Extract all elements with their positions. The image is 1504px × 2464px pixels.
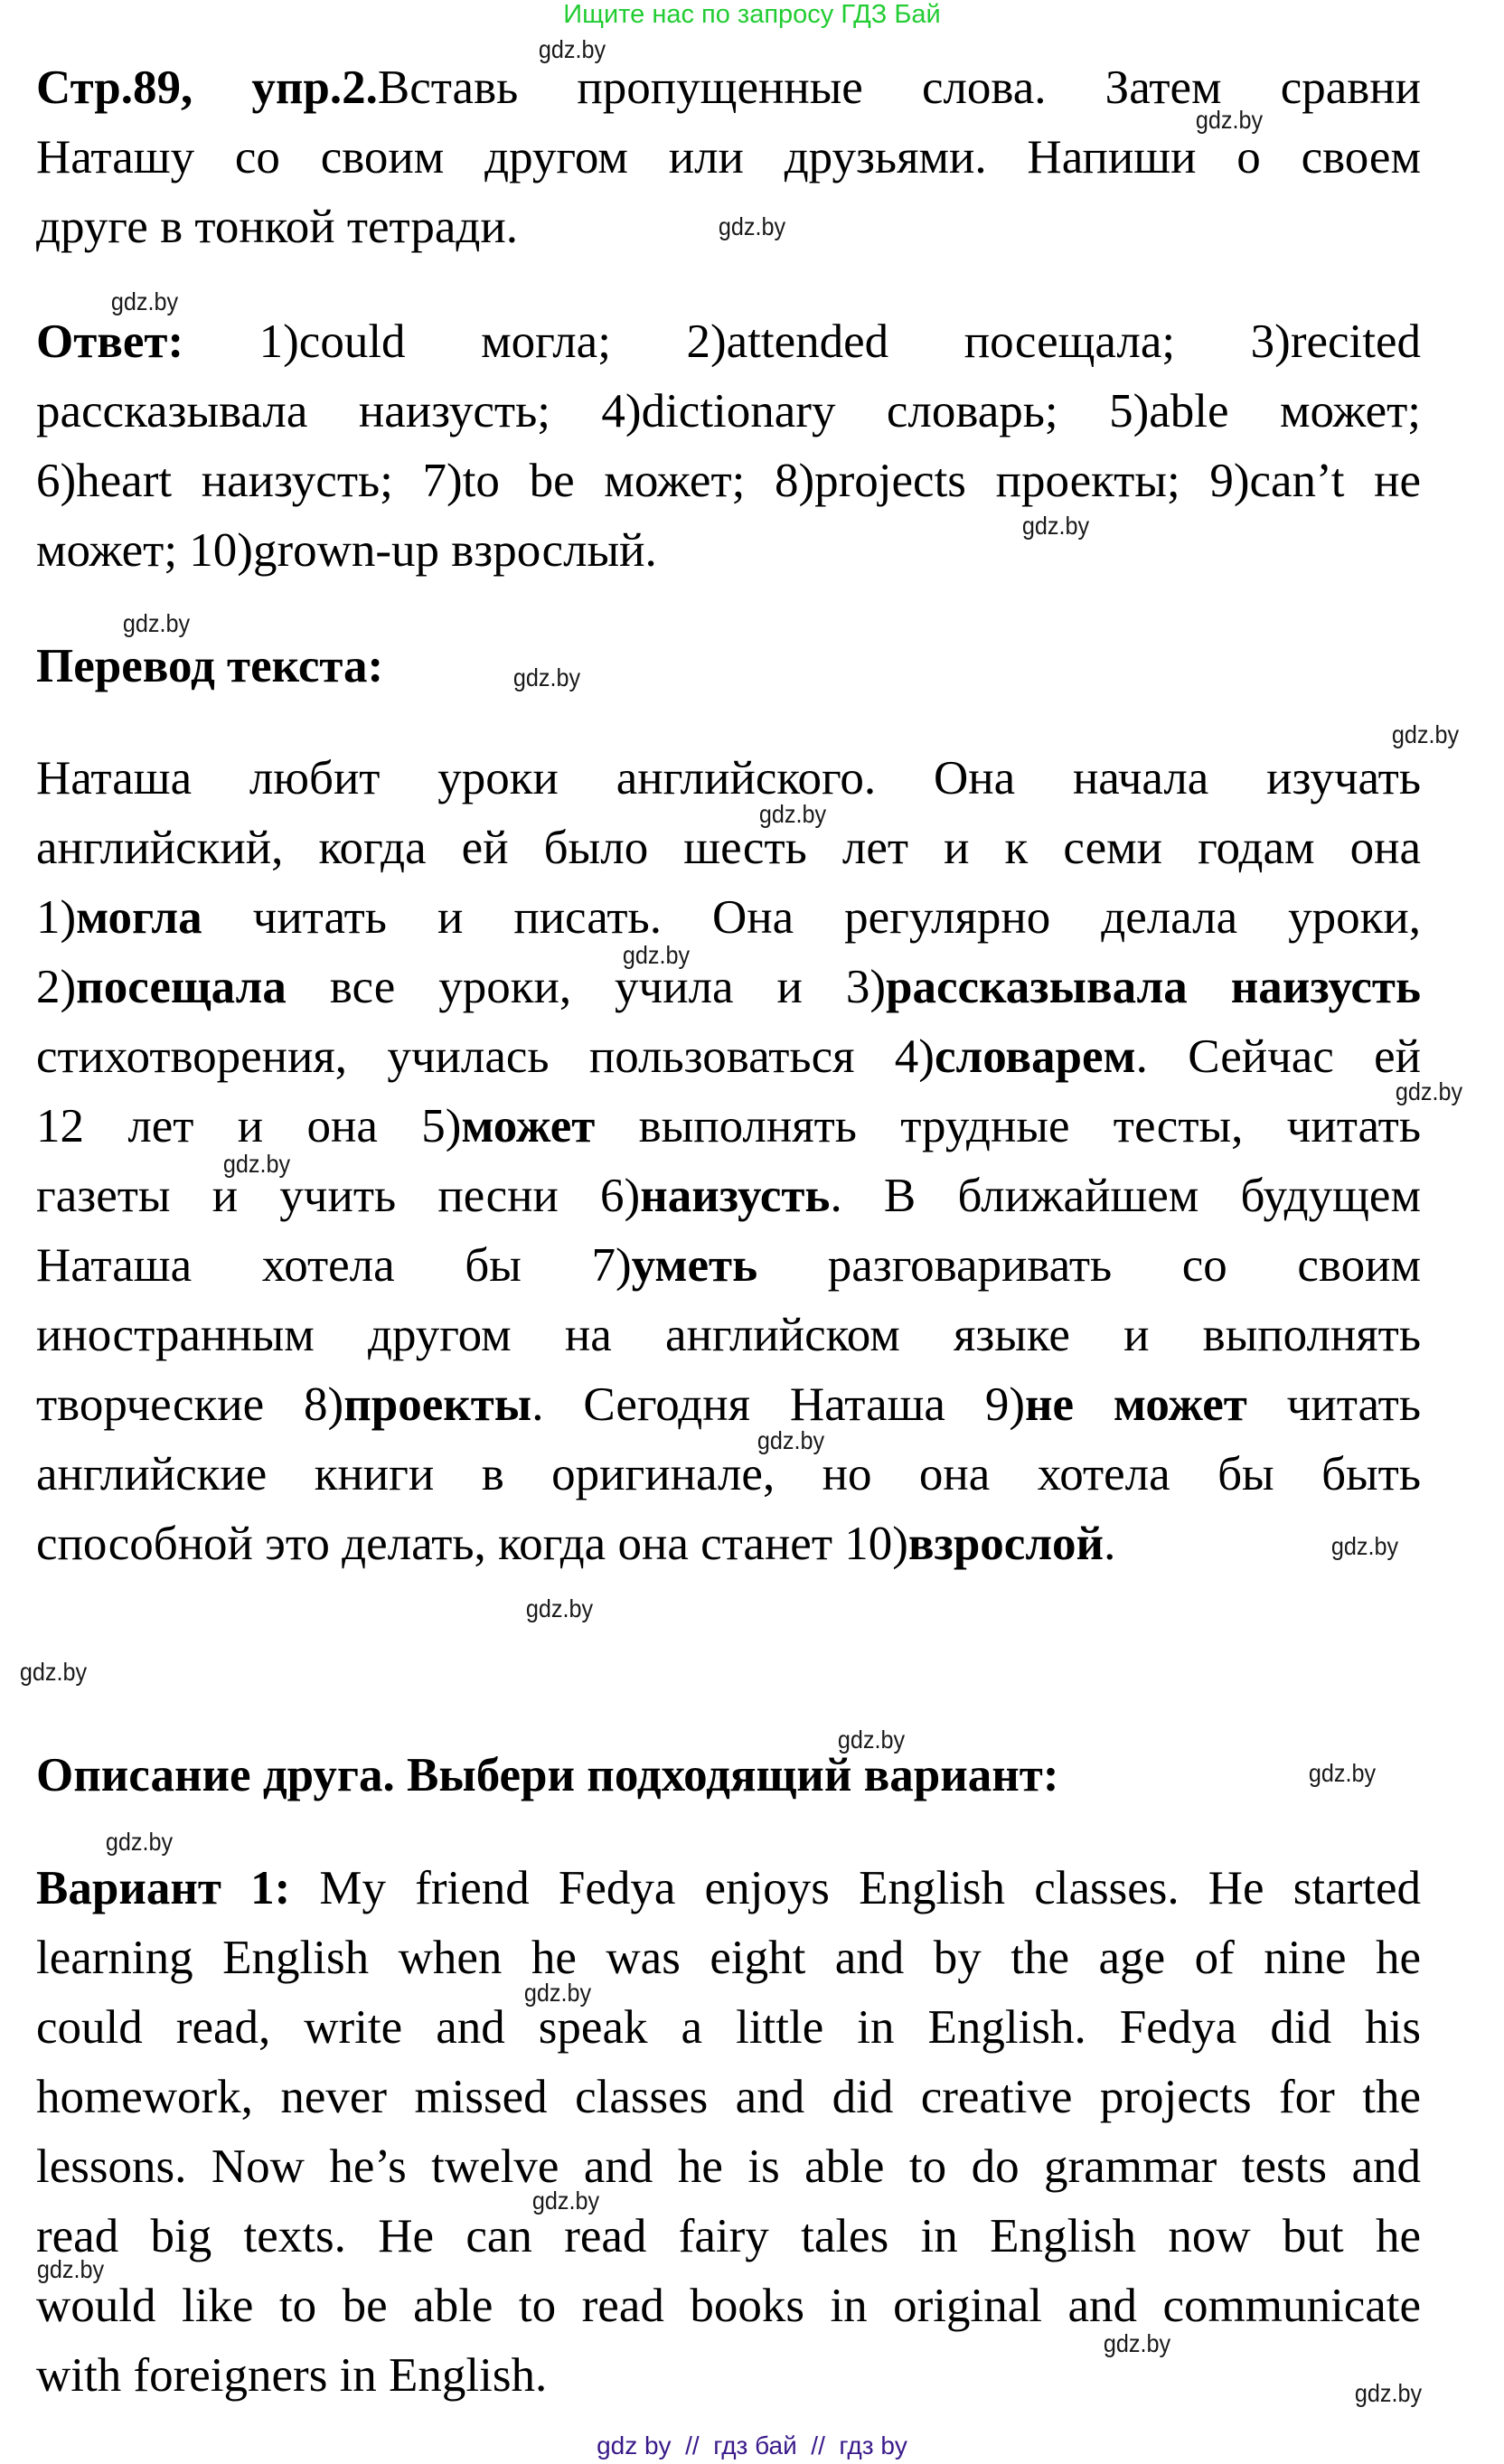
text-line: [36, 377, 1421, 447]
text-line: [36, 883, 1421, 953]
text: 2): [36, 961, 77, 1013]
text-line: [36, 813, 1421, 883]
bold-text: наизусть: [640, 1170, 831, 1222]
text-line: [36, 2063, 1421, 2132]
text-line: [36, 1854, 1421, 1923]
text-line: [36, 447, 1421, 516]
text-line: [36, 744, 1421, 813]
text-line: [36, 2202, 1421, 2271]
text: все уроки, учила и 3): [286, 961, 887, 1013]
friend-heading-text: Описание друга. Выбери подходящий вариант:: [36, 1749, 1059, 1801]
translation-heading-text: Перевод текста:: [36, 640, 384, 692]
watermark: gdz.by: [758, 800, 827, 828]
text: иностранным другом на английском языке и выполнять: [36, 1309, 1421, 1361]
text-line: [36, 1022, 1421, 1092]
text: английские книги в оригинале, но она хотела бы быть: [36, 1448, 1421, 1500]
text: Наташа любит уроки английского. Она начала изучать: [36, 752, 1421, 804]
bold-text: Ответ:: [36, 315, 184, 368]
text: Вставь пропущенные слова. Затем сравни: [377, 61, 1421, 114]
watermark: gdz.by: [512, 663, 581, 691]
text: My friend Fedya enjoys English classes. He started: [290, 1862, 1421, 1914]
watermark: gdz.by: [718, 212, 786, 240]
text: 6)heart наизусть; 7)to be может; 8)projects проекты; 9)can’t не: [36, 455, 1421, 507]
watermark: gdz.by: [538, 35, 606, 63]
text: would like to be able to read books in original and communicate: [36, 2280, 1421, 2332]
watermark: gdz.by: [1021, 512, 1090, 540]
text-line: [36, 1993, 1421, 2063]
watermark: gdz.by: [110, 287, 179, 315]
watermark: gdz.by: [1395, 1077, 1463, 1105]
text-line: [36, 516, 1421, 586]
bold-text: может: [461, 1100, 596, 1152]
search-banner: Ищите нас по запросу ГДЗ Бай: [563, 0, 941, 29]
bold-text: Стр.89, упр.2.: [36, 61, 378, 114]
text: 12 лет и она 5): [36, 1100, 462, 1152]
bold-text: Вариант 1:: [36, 1862, 291, 1914]
footer-links: gdz by // гдз бай // гдз by: [597, 2431, 907, 2459]
watermark: gdz.by: [222, 1150, 291, 1178]
text-line: [36, 1440, 1421, 1509]
text-line: [36, 1231, 1421, 1301]
watermark: gdz.by: [1195, 106, 1264, 134]
text-line: [36, 2132, 1421, 2202]
bold-text: могла: [76, 891, 202, 944]
text: could read, write and speak a little in English. Fedya did his: [36, 2001, 1421, 2054]
text-line: [36, 1923, 1421, 1993]
text-line: [36, 953, 1421, 1022]
text: 1): [36, 891, 77, 944]
bold-text: словарем: [934, 1030, 1136, 1083]
watermark: gdz.by: [531, 2187, 600, 2215]
friend-description-heading: [36, 1741, 1421, 1810]
text: может; 10)grown-up взрослый.: [36, 524, 657, 577]
watermark: gdz.by: [105, 1828, 174, 1856]
text: друге в тонкой тетради.: [36, 201, 518, 253]
watermark: gdz.by: [757, 1426, 825, 1454]
variant-1-text: [36, 1854, 1421, 2411]
watermark: gdz.by: [122, 609, 191, 637]
watermark: gdz.by: [622, 941, 691, 969]
text: выполнять трудные тесты, читать: [595, 1100, 1421, 1152]
text: стихотворения, училась пользоваться 4): [36, 1030, 935, 1083]
text: .: [1104, 1518, 1116, 1570]
bold-text: проекты: [343, 1378, 532, 1431]
text: рассказывала наизусть; 4)dictionary словарь; 5)able может;: [36, 385, 1421, 437]
watermark: gdz.by: [523, 1979, 592, 2007]
bold-text: рассказывала наизусть: [886, 961, 1421, 1013]
watermark: gdz.by: [36, 2255, 105, 2283]
text-line: [36, 2341, 1421, 2411]
watermark: gdz.by: [1103, 2329, 1171, 2357]
bold-text: посещала: [76, 961, 287, 1013]
text: читать и писать. Она регулярно делала уроки,: [202, 891, 1421, 944]
text: read big texts. He can read fairy tales in English now but he: [36, 2210, 1421, 2262]
answer-section: [36, 307, 1421, 586]
text: Наташу со своим другом или друзьями. Напиши о своем: [36, 131, 1421, 183]
text: learning English when he was eight and by the age of nine he: [36, 1932, 1421, 1984]
text: газеты и учить песни 6): [36, 1170, 641, 1222]
watermark: gdz.by: [19, 1658, 88, 1686]
text: Наташа хотела бы 7): [36, 1239, 632, 1292]
text-line: [36, 2271, 1421, 2341]
text-line: [36, 1301, 1421, 1370]
watermark: gdz.by: [1308, 1759, 1377, 1787]
watermark: gdz.by: [1391, 720, 1460, 748]
text: homework, never missed classes and did creative projects for the: [36, 2071, 1421, 2123]
text-line: [36, 307, 1421, 377]
text: with foreigners in English.: [36, 2349, 548, 2402]
text-line: [36, 1509, 1421, 1579]
text: 1)could могла; 2)attended посещала; 3)recited: [183, 315, 1421, 368]
watermark: gdz.by: [1330, 1532, 1399, 1560]
text: . Сегодня Наташа 9): [531, 1378, 1025, 1431]
watermark: gdz.by: [525, 1594, 594, 1622]
text-line: [36, 1370, 1421, 1440]
watermark: gdz.by: [1354, 2379, 1423, 2407]
text: читать: [1246, 1378, 1421, 1431]
translation-heading: [36, 632, 1421, 701]
bold-text: уметь: [631, 1239, 758, 1292]
text: способной это делать, когда она станет 10): [36, 1518, 908, 1570]
bold-text: взрослой: [907, 1518, 1104, 1570]
text: . В ближайшем будущем: [830, 1170, 1421, 1222]
text: творческие 8): [36, 1378, 344, 1431]
text: английский, когда ей было шесть лет и к семи годам она: [36, 822, 1421, 874]
text: разговаривать со своим: [757, 1239, 1421, 1292]
text: . Сейчас ей: [1135, 1030, 1421, 1083]
bold-text: не может: [1024, 1378, 1247, 1431]
watermark: gdz.by: [837, 1726, 906, 1754]
text: lessons. Now he’s twelve and he is able to do grammar tests and: [36, 2140, 1421, 2193]
